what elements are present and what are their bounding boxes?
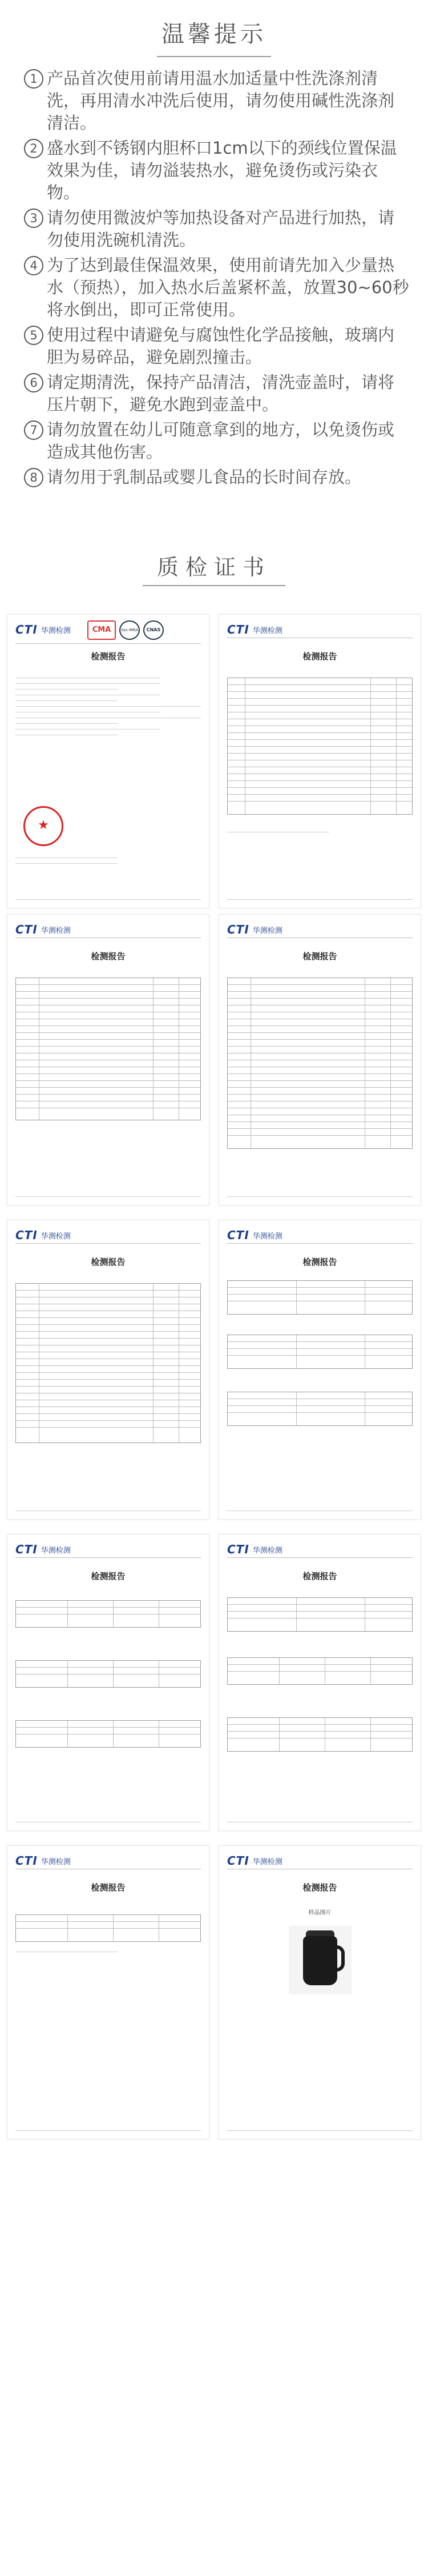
report-heading: 检测报告 — [91, 1882, 126, 1893]
report-table — [15, 1600, 201, 1628]
cti-logo-cn: 华测检测 — [41, 926, 71, 935]
tip-number: 8 — [24, 468, 43, 487]
tip-item — [24, 371, 410, 416]
cma-seal-icon: CMA — [87, 620, 116, 640]
report-table — [227, 1717, 413, 1752]
report-page-2 — [219, 614, 421, 908]
report-table — [15, 977, 201, 1120]
sample-photo-title: 样品图片 — [308, 1910, 332, 1916]
tip-item — [24, 254, 410, 321]
report-text-lines — [15, 678, 201, 740]
cti-logo: CTI — [227, 1543, 249, 1556]
report-header — [227, 923, 282, 936]
report-header — [15, 1543, 71, 1556]
report-text-lines — [15, 1952, 201, 1957]
tip-item — [24, 466, 410, 488]
cti-logo-cn: 华测检测 — [252, 926, 282, 935]
cti-logo: CTI — [15, 1228, 38, 1242]
ilac-seal-icon: ilac-MRA — [119, 620, 140, 640]
report-header — [15, 623, 71, 636]
report-table — [227, 1280, 413, 1315]
report-header — [15, 1228, 71, 1242]
tip-item — [24, 137, 410, 204]
report-header — [227, 1228, 282, 1242]
report-rule — [15, 1243, 201, 1244]
tip-number: 2 — [24, 139, 43, 158]
report-heading: 检测报告 — [302, 1257, 337, 1267]
report-rule — [15, 1557, 201, 1558]
report-table — [227, 1392, 413, 1426]
report-footer-rule — [227, 899, 413, 900]
tip-text: 请勿放置在幼儿可随意拿到的地方，以免烫伤或造成其他伤害。 — [47, 420, 395, 462]
report-page-6 — [219, 1220, 421, 1520]
report-page-8 — [219, 1534, 421, 1831]
tip-number: 4 — [24, 256, 43, 275]
report-table — [227, 1597, 413, 1632]
official-stamp-icon — [23, 806, 63, 846]
cti-logo: CTI — [15, 623, 38, 636]
tip-item — [24, 324, 410, 368]
tips-title: 温馨提示 — [0, 16, 428, 49]
tip-text: 请勿使用微波炉等加热设备对产品进行加热，请勿使用洗碗机清洗。 — [47, 208, 395, 250]
tip-text: 使用过程中请避免与腐蚀性化学品接触，玻璃内胆为易碎品，避免剧烈撞击。 — [47, 325, 395, 367]
report-heading: 检测报告 — [91, 651, 126, 662]
tip-text: 为了达到最佳保温效果，使用前请先加入少量热水（预热），加入热水后盖紧杯盖，放置30~60秒将水倒出，即可正常使用。 — [47, 255, 409, 319]
report-rule — [227, 1557, 413, 1558]
report-heading: 检测报告 — [91, 1571, 126, 1581]
cti-logo-cn: 华测检测 — [41, 1857, 71, 1866]
report-heading: 检测报告 — [302, 1882, 337, 1893]
cti-logo: CTI — [227, 1854, 249, 1868]
report-rule — [227, 1243, 413, 1244]
cti-logo-cn: 华测检测 — [41, 1546, 71, 1555]
tip-text: 产品首次使用前请用温水加适量中性洗涤剂清洗，再用清水冲洗后使用，请勿使用碱性洗涤剂清洁。 — [47, 69, 395, 133]
report-footer-rule — [15, 899, 201, 900]
tips-title-underline — [157, 56, 271, 57]
certificate-title-underline — [143, 585, 285, 586]
cti-logo-cn: 华测检测 — [252, 1857, 282, 1866]
report-page-5 — [7, 1220, 209, 1520]
report-footer-rule — [15, 2130, 201, 2131]
tip-item — [24, 419, 410, 463]
tip-number: 5 — [24, 326, 43, 345]
report-text-lines — [227, 832, 413, 838]
report-signature-lines — [15, 858, 201, 869]
report-page-3 — [7, 914, 209, 1205]
report-table — [15, 1660, 201, 1688]
report-rule — [15, 643, 201, 644]
report-header — [227, 1854, 282, 1868]
report-table — [15, 1720, 201, 1748]
tip-item — [24, 67, 410, 134]
report-table — [15, 1914, 201, 1942]
report-footer-rule — [15, 1196, 201, 1197]
tip-text: 盛水到不锈钢内胆杯口1cm以下的颈线位置保温效果为佳，请勿溢装热水，避免烫伤或污染衣物。 — [47, 138, 397, 202]
report-page-7 — [7, 1534, 209, 1831]
tip-item — [24, 207, 410, 251]
report-page-sample-photo — [219, 1845, 421, 2140]
report-header — [227, 1543, 282, 1556]
accreditation-seals — [87, 620, 164, 640]
cti-logo: CTI — [227, 1228, 249, 1242]
cti-logo-cn: 华测检测 — [252, 626, 282, 635]
cti-logo: CTI — [15, 1854, 38, 1868]
tip-number: 1 — [24, 69, 43, 89]
report-heading: 检测报告 — [91, 951, 126, 962]
tips-list — [24, 67, 410, 491]
kettle-body-icon — [303, 1936, 337, 1985]
report-table — [227, 678, 413, 815]
report-table — [15, 1283, 201, 1443]
tip-number: 6 — [24, 373, 43, 392]
report-page-9 — [7, 1845, 209, 2140]
report-footer-rule — [227, 2130, 413, 2131]
tip-text: 请勿用于乳制品或婴儿食品的长时间存放。 — [47, 467, 362, 487]
report-heading: 检测报告 — [302, 651, 337, 662]
cti-logo-cn: 华测检测 — [252, 1232, 282, 1241]
report-heading: 检测报告 — [302, 1571, 337, 1581]
cti-logo: CTI — [15, 1543, 38, 1556]
cti-logo: CTI — [227, 623, 249, 636]
report-header — [15, 923, 71, 936]
tip-number: 7 — [24, 420, 43, 440]
cti-logo-cn: 华测检测 — [41, 626, 71, 635]
report-page-cover — [7, 614, 209, 908]
certificate-title: 质检证书 — [0, 550, 428, 581]
kettle-handle-icon — [334, 1945, 345, 1972]
report-heading: 检测报告 — [302, 951, 337, 962]
report-footer-rule — [227, 1196, 413, 1197]
cti-logo-cn: 华测检测 — [41, 1232, 71, 1241]
report-table — [227, 977, 413, 1149]
report-page-4 — [219, 914, 421, 1205]
tip-text: 请定期清洗，保持产品清洁，清洗壶盖时，请将压片朝下，避免水跑到壶盖中。 — [47, 372, 395, 414]
cti-logo: CTI — [15, 923, 38, 936]
sample-photo — [289, 1926, 352, 1994]
report-header — [15, 1854, 71, 1868]
report-heading: 检测报告 — [91, 1257, 126, 1267]
cti-logo: CTI — [227, 923, 249, 936]
report-table — [227, 1657, 413, 1685]
report-header — [227, 623, 282, 636]
report-table — [227, 1335, 413, 1369]
tip-number: 3 — [24, 209, 43, 228]
cti-logo-cn: 华测检测 — [252, 1546, 282, 1555]
cnas-seal-icon: CNAS — [143, 620, 164, 640]
